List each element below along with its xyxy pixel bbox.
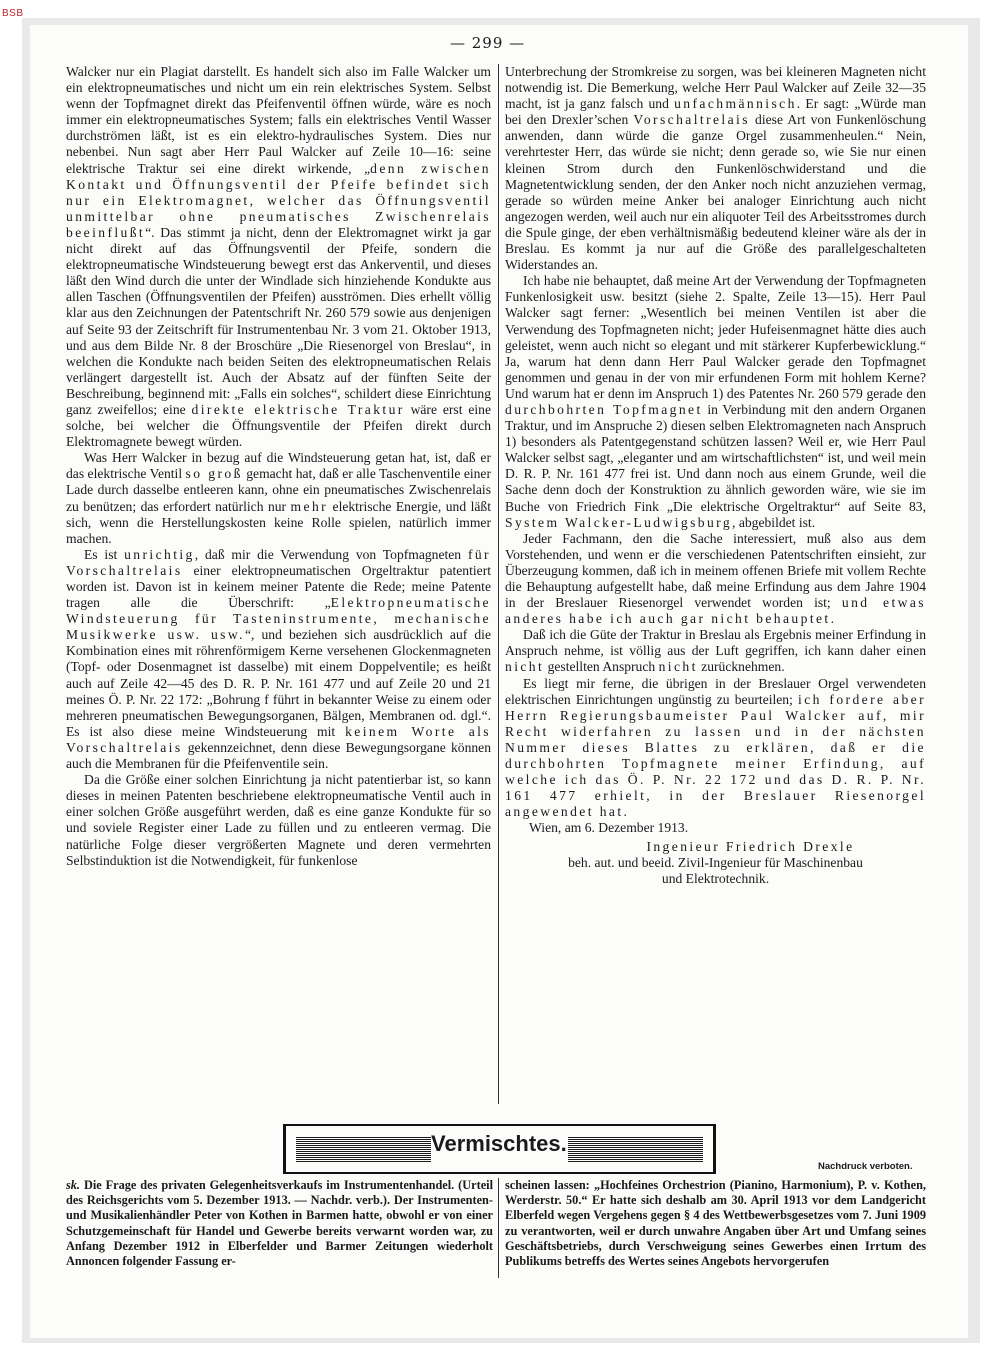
text-run: Es ist	[84, 546, 125, 562]
spaced-emphasis: ich fordere aber Herrn Regierungsbaumeister Paul Walcker auf, mir Recht widerfahren zu lassen und in der nächsten Nummer dieses Blattes zu erklären, daß er die durchbohrten Topfmagnete meiner Erfindung, auf welche ich das Ö. P. Nr. 22 172 und das D. R. P. Nr. 161 477 erhielt, in der Breslauer Riesenorgel angewendet hat	[505, 691, 926, 820]
text-run: elektrische Energie, und läßt sich, wenn die Herstellungskosten keine Rolle spielen, natürlich immer machen.	[66, 498, 491, 546]
text-run: Es liegt mir ferne, die übrigen in der Breslauer Orgel verwendeten elektrischen Einrichtungen ungünstig zu beurteilen;	[505, 675, 926, 707]
left-column	[66, 64, 491, 869]
text-run: Jeder Fachmann, den die Sache interessiert, muß also aus dem Vorstehenden, und wenn er die verschiedenen Patentschriften einsieht, zur Überzeugung kommen, daß ich in meinem offenen Briefe mit vollem Rechte die Behauptung aufgestellt habe, daß meine Erfindung aus dem Jahre 1904 in der Breslauer Riesenorgel verwendet worden ist;	[505, 530, 926, 611]
text-run: .	[623, 804, 627, 820]
spaced-emphasis: und etwas anderes habe ich auch gar nicht behauptet	[505, 595, 927, 627]
spaced-emphasis: keinem Worte als Vorschaltrelais	[66, 723, 491, 755]
reprint-notice: Nachdruck verboten.	[818, 1161, 913, 1172]
text-run: einer elektropneumatischen Orgeltraktur patentiert worden ist. Davon ist in keinem meiner Patente die Rede; meine Patente tragen alle die Überschrift: „	[66, 562, 491, 611]
text-run: Walcker nur ein Plagiat darstellt. Es handelt sich also im Falle Walcker um ein elektropneumatisches und nicht um ein rein elektrisches System. Selbst wenn der Topfmagnet direkt das Pfeifenventil öffnen würde, wäre es noch immer ein elektropneumatisches System; falls ein elektrisches Ventil Wasser durchströmen läßt, ist es ein elektro-hydraulisches System. Dies nur nebenbei. Nun sagt aber Herr Paul Walcker auf Zeile 10—16: seine elektrische Traktur sei eine direkt wirkende, „	[66, 64, 491, 176]
spaced-emphasis: für Vorschaltrelais	[66, 546, 491, 578]
spaced-emphasis: Elektropneumatische Windsteuerung für Tasteninstrumente, mechanische Musikwerke usw. usw.	[66, 595, 491, 643]
text-run: gestellten Anspruch	[544, 659, 659, 675]
spaced-emphasis: so groß	[185, 466, 243, 482]
spaced-emphasis: Vorschaltrelais	[633, 112, 750, 128]
spaced-emphasis: nicht	[505, 659, 545, 675]
spaced-emphasis: unfachmännisch	[674, 96, 797, 112]
library-stamp: BSB	[2, 8, 24, 19]
spaced-emphasis: mehr	[290, 498, 329, 514]
paragraph	[66, 450, 491, 547]
spaced-emphasis: durchbohrten Topfmagnet	[505, 401, 703, 417]
paragraph	[505, 64, 926, 273]
news-item-text: (Urteil des Reichsgerichts vom 5. Dezember 1913. — Nachdr. verb.). Der Instrumenten- und Musikalienhändler Peter von Kothen in Barmen hatte, obwohl er von einer Schutzgemeinschaft für Handel und Gewerbe bereits verwarnt worden war, zu Anfang Dezember 1912 in Elberfelder und Barmer Zeitungen wiederholt Annoncen folgender Fassung er-	[66, 1178, 493, 1269]
text-run: Da die Größe einer solchen Einrichtung ja nicht patentierbar ist, so kann dieses in meinen Patenten beschriebene elektropneumatische Ventil auch in einer solchen Größe ausgeführt werden, daß es eine ganze Kondukte für so und soviele Register einer Lade zu füllen und zu entleeren vermag. Die natürliche Folge dieser vergrößerten Magnete und deren vermehrten Selbstinduktion ist die Notwendigkeit, für funkenlose	[66, 772, 491, 868]
text-run: Daß ich die Güte der Traktur in Breslau als Ergebnis meiner Erfindung in Anspruch nehme, ist völlig aus der Luft gegriffen, ich kann daher einen	[505, 627, 926, 659]
text-run: wäre erst eine solche, bei welcher die Öffnungsventile der Pfeifen direkt durch Elektromagnete bewegt würden.	[66, 401, 491, 450]
text-run: gemacht hat, daß er alle Taschenventile einer Lade durch dasselbe entleeren kann, ohne ein pneumatisches Zwischenrelais zu benützen; das erfordert natürlich nur	[66, 466, 491, 514]
text-run: Unterbrechung der Stromkreise zu sorgen, was bei kleineren Magneten nicht notwendig ist. Die Bemerkung, welche Herr Paul Walcker auf Zeile 32—35 macht, ist ja ganz falsch und	[505, 64, 926, 112]
news-item-title: Die Frage des privaten Gelegenheitsverkaufs im Instrumentenhandel.	[83, 1178, 455, 1192]
spaced-emphasis: denn zwischen Kontakt und Öffnungsventil der Pfeife befindet sich nur ein Elektromagnet, welcher das Öffnungsventil unmittelbar ohne pneumatisches Zwischenrelais beeinflußt	[66, 160, 491, 240]
text-run: , daß mir die Verwendung von Topfmagneten	[194, 546, 468, 562]
page-number: — 299 —	[450, 34, 526, 52]
section-heading: Vermischtes.	[431, 1131, 567, 1156]
text-run: in Verbindung mit den andern Organen Traktur, und im Anspruche 2) diesen selben Elektromagneten nach Anspruch 1) besonders als Patentgegenstand schützen lassen? Weil er, wie Herr Paul Walcker selbst sagt, „eleganter und am wirtschaftlichsten“ ist, und weil mein D. R. P. Nr. 161 477 frei ist. Und dann noch aus einem Grunde, weil die Sache denn doch der Konstruktion zu ähnlich geworden wäre, wie sie im Buche von Friedrich Fink „Die elektrische Orgeltraktur“ auf Seite 83,	[505, 401, 926, 514]
paragraph	[66, 64, 491, 450]
text-run: Was Herr Walcker in bezug auf die Windsteuerung getan hat, ist, daß er das elektrische Ventil	[66, 450, 491, 482]
news-item-continuation: scheinen lassen: „Hochfeines Orchestrion (Pianino, Harmonium), P. v. Kothen, Werderstr. 50.“ Er hatte sich deshalb am 30. April 1913 vor dem Landgericht Elberfeld wegen Vergehens gegen § 4 des Wettbewerbsgesetzes vom 7. Juni 1909 zu verantworten, weil er durch unwahre Angaben über Art und Umfang seines Geschäftsbetriebs, durch Verschweigung seines Gewerbes einen Irrtum des Publikums betreffs des Wertes seines Angebots hervorgerufen	[505, 1178, 926, 1269]
column-divider	[498, 64, 499, 1104]
spaced-emphasis: nicht	[658, 659, 698, 675]
news-item-right	[505, 1178, 926, 1269]
text-run: Ich habe nie behauptet, daß meine Art der Verwendung der Topfmagneten Funkenlosigkeit usw. besitzt (siehe 2. Spalte, Zeile 13—15). Herr Paul Walcker sagt ferner: „Wesentlich bei meinen Ventilen ist aber die Verwendung des Topfmagneten nicht; jeder Hufeisenmagnet hätte dies auch geleistet, wenn auch nicht so elegant und mit stärkerer Kupferbewicklung.“ Ja, warum hat denn dann Herr Paul Walcker gerade den Topfmagnet genommen und genau in der von mir erfundenen Form mit hohlem Kerne? Und warum hat er denn im Anspruch 1) des Patentes Nr. 260 579 gerade den	[505, 273, 926, 401]
paragraph	[505, 531, 926, 628]
text-run: “, und beziehen sich ausdrücklich auf die Kombination eines mit röhrenförmigem Kerne versehenen Glockenmagneten (Topf- oder Dosenmagnet ist dasselbe) mit einem Doppelventile; es heißt auch auf Zeile 42—45 des D. R. P. Nr. 161 477 und auf Zeile 20 und 21 meines Ö. P. Nr. 22 172: „Bohrung f führt in bekannter Weise zu einem oder mehreren pneumatischen Bewegungsorganen, Bälgen, Membranen od. dgl.“. Es ist also diese meine Windsteuerung mit	[66, 627, 491, 739]
section-heading-box	[283, 1124, 716, 1174]
author-initials: sk.	[66, 1178, 81, 1192]
right-column-body	[505, 64, 926, 820]
dateline: Wien, am 6. Dezember 1913.	[529, 820, 689, 836]
text-run: diese Art von Funkenlöschung anwenden, dann würde die ganze Orgel zusammenheulen.“ Nein, verehrtester Herr, das würde sie nicht; denn gerade so, wie Sie nur einen kleinen Strom durch den Funkenlöschwiderstand und die Magnetentwicklung senden, der den Anker noch nicht anzuziehen vermag, gerade so würden meine Anker bei analoger Einrichtung auch nicht angezogen werden, weil auch nur ein aliquoter Teil des Arbeitsstromes durch die Spule ginge, der eben verhältnismäßig bedeutend kleiner wäre als der in Breslau. Es kommt ja nur auf die Größe des parallelgeschalteten Widerstandes an.	[505, 112, 926, 273]
spaced-emphasis: unrichtig	[124, 546, 195, 562]
paragraph	[66, 772, 491, 869]
ornament-left	[296, 1136, 431, 1162]
right-column	[505, 64, 926, 887]
signature-title-1: beh. aut. und beeid. Zivil-Ingenieur für Maschinenbau	[568, 854, 863, 870]
signature-block	[505, 839, 926, 887]
paragraph	[505, 273, 926, 531]
paragraph	[66, 547, 491, 772]
spaced-emphasis: direkte elektrische Traktur	[191, 401, 405, 417]
text-run: gekennzeichnet, denn diese Bewegungsorgane können auch die Membranen für die Pfeifenventile sein.	[66, 739, 491, 772]
text-run: . Er sagt: „Würde man bei den Drexler’schen	[505, 96, 927, 128]
text-run: zurücknehmen.	[697, 659, 785, 675]
ornament-right	[568, 1136, 703, 1162]
text-run: .	[830, 611, 835, 627]
spaced-emphasis: System Walcker-Ludwigsburg	[505, 514, 733, 530]
signature-name: Ingenieur Friedrich Drexle	[646, 838, 855, 854]
paragraph	[505, 627, 926, 675]
news-item-left	[66, 1178, 493, 1269]
paragraph	[505, 676, 926, 821]
text-run: , abgebildet ist.	[732, 514, 816, 530]
bottom-column-divider	[498, 1178, 499, 1278]
text-run: “. Das stimmt ja nicht, denn der Elektromagnet wirkt ja gar nicht direkt auf das Öffnungsventil der Pfeife, sondern die elektropneumatische Windsteuerung bewegt erst das Ankerventil, und dieses läßt den Wind durch die unter der Windlade sich hinziehende Kondukte aus allen Taschen (Öffnungsventilen der Pfeifen) ausströmen. Dies erhellt völlig klar aus den Zeichnungen der Patentschrift Nr. 260 579 sowie aus denjenigen auf Seite 93 der Zeitschrift für Instrumentenbau Nr. 3 vom 21. Oktober 1913, und aus dem Bilde Nr. 8 der Broschüre „Die Riesenorgel von Breslau“, in welchen die Kondukte nach beiden Seiten des elektropneumatischen Relais verlängert dargestellt ist. Auch der Absatz auf der fünften Seite der Beschreibung, beginnend mit: „Falls ein solches“, schildert diese Einrichtung ganz zweifellos; eine	[66, 224, 491, 417]
signature-title-2: und Elektrotechnik.	[661, 870, 770, 886]
